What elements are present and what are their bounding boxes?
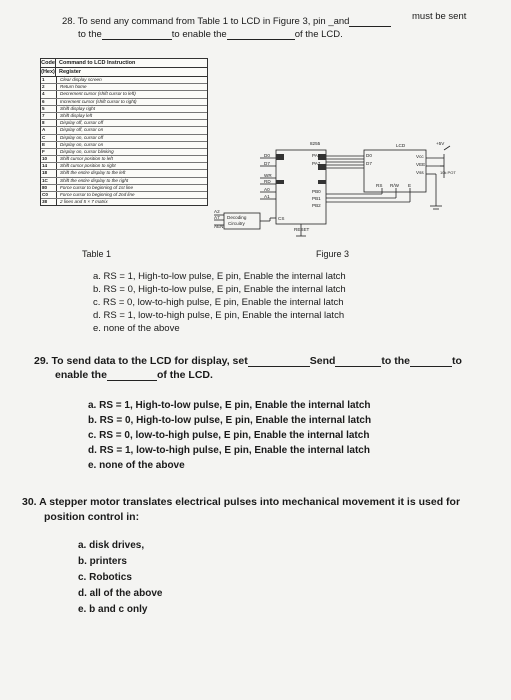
table-row (41, 135, 207, 142)
label-pb0: PB0 (312, 189, 321, 194)
table-row (41, 142, 207, 149)
table-row (41, 149, 207, 156)
label-a0: A0 (264, 187, 270, 192)
circuit-diagram (214, 136, 454, 246)
row-code: 7 (41, 113, 57, 119)
command-table (40, 58, 208, 206)
table-row (41, 163, 207, 170)
row-command: Force cursor to beginning of 2nd line (60, 192, 135, 197)
table-row (41, 120, 207, 127)
row-command: Display on, cursor off (60, 134, 104, 140)
table-row (41, 91, 207, 98)
table-row (41, 127, 207, 134)
label-8255: 8255 (310, 141, 321, 146)
row-command: Display off, cursor on (60, 127, 104, 133)
row-code: 1 (41, 77, 57, 83)
q29-option-d[interactable]: d. RS = 1, low-to-high pulse, E pin, Enable the internal latch (88, 445, 370, 456)
table-row (41, 113, 207, 120)
table-row (41, 192, 207, 199)
row-code: 8 (41, 120, 57, 126)
label-a1: A1 (264, 194, 270, 199)
table-row (41, 106, 207, 113)
row-command: Shift display right (60, 105, 95, 111)
row-code: 38 (41, 199, 57, 205)
figure3-caption: Figure 3 (316, 249, 350, 259)
row-code: 1C (41, 178, 57, 184)
label-decoding: Decoding (227, 215, 247, 220)
table-row (41, 178, 207, 185)
row-command: Force cursor to beginning of 1st line (60, 184, 134, 190)
row-command: Shift cursor position to left (60, 156, 113, 162)
label-vss: Vss (416, 170, 424, 175)
q29-option-a[interactable]: a. RS = 1, High-to-low pulse, E pin, Enable the internal latch (88, 400, 371, 411)
table-row (41, 77, 207, 84)
label-vee: VEE (416, 162, 426, 167)
q28-blank-1[interactable] (349, 17, 391, 27)
label-aen: AEN (214, 224, 224, 229)
row-command: 2 lines and 5 × 7 matrix (60, 199, 108, 205)
row-command: Clear display screen (60, 77, 102, 82)
row-command: Shift the entire display to the left (60, 170, 126, 176)
q29-line2-b: of the LCD. (156, 369, 213, 381)
table-row (41, 156, 207, 163)
row-command: Shift the entire display to the right (60, 177, 129, 183)
label-pb2: PB2 (312, 203, 321, 208)
q29-line2 (55, 369, 213, 381)
label-a2: A2 (214, 209, 220, 214)
label-lcd: LCD (396, 143, 406, 148)
label-e: E (408, 183, 412, 188)
label-pot: 10k POT (440, 170, 456, 175)
q29-line1-a: 29. To send data to the LCD for display, set (34, 355, 248, 367)
q28-option-b[interactable]: b. RS = 0, High-to-low pulse, E pin, Enable the internal latch (93, 284, 346, 295)
q30-line2: position control in: (44, 511, 140, 523)
label-circuitry: Circuitry (228, 221, 245, 226)
q29-line1-c: to the (381, 355, 410, 367)
label-rs: RS (376, 183, 383, 188)
row-command: Display on, cursor on (60, 141, 104, 147)
row-code: 4 (41, 91, 57, 97)
label-pa7: PA7 (312, 161, 321, 166)
table-row (41, 185, 207, 192)
q29-blank-2[interactable] (335, 357, 381, 367)
label-reset: RESET (294, 227, 310, 232)
q28-option-d[interactable]: d. RS = 1, low-to-high pulse, E pin, Enable the internal latch (93, 310, 345, 321)
q29-option-e[interactable]: e. none of the above (88, 460, 185, 471)
q30-line1: 30. A stepper motor translates electrical pulses into mechanical movement it is used for (22, 496, 461, 508)
label-plus5v: +5V (436, 141, 445, 146)
table-row (41, 84, 207, 91)
row-command: Decrement cursor (shift cursor to left) (60, 91, 136, 97)
row-code: E (41, 142, 57, 148)
header-code-hex: (Hex) (41, 69, 55, 75)
q28-line1-end: must be sent (412, 11, 467, 22)
q30-option-b[interactable]: b. printers (78, 556, 127, 567)
q29-option-b[interactable]: b. RS = 0, High-to-low pulse, E pin, Enable the internal latch (88, 415, 372, 426)
q28-blank-3[interactable] (227, 30, 295, 40)
label-lcd-d7: D7 (366, 161, 372, 166)
q28-line2 (78, 29, 343, 40)
q28-line2-b: to enable the (171, 29, 227, 40)
row-code: 6 (41, 99, 57, 105)
q30-option-c[interactable]: c. Robotics (78, 572, 132, 583)
q29-blank-1[interactable] (248, 357, 310, 367)
q28-option-c[interactable]: c. RS = 0, low-to-high pulse, E pin, Enable the internal latch (93, 297, 344, 308)
table-row (41, 170, 207, 177)
table1-caption: Table 1 (82, 249, 112, 259)
q29-line1-b: Send (309, 355, 336, 367)
label-wr: WR (264, 173, 272, 178)
row-code: 5 (41, 106, 57, 112)
command-table-subheader (41, 68, 207, 77)
q28-option-e[interactable]: e. none of the above (93, 323, 180, 334)
q30-option-a[interactable]: a. disk drives, (78, 540, 145, 551)
row-code: F (41, 149, 57, 155)
q28-line2-a: to the (78, 29, 102, 40)
label-d0: D0 (264, 153, 270, 158)
q28-option-a[interactable]: a. RS = 1, High-to-low pulse, E pin, Enable the internal latch (93, 271, 346, 282)
table-row (41, 199, 207, 205)
table-row (41, 99, 207, 106)
header-command: Command to LCD Instruction (59, 60, 136, 66)
label-a7: A7 (214, 215, 220, 220)
row-code: 10 (41, 156, 57, 162)
row-code: C (41, 135, 57, 141)
row-code: 18 (41, 170, 57, 176)
q30-option-e[interactable]: e. b and c only (78, 604, 148, 615)
row-code: C0 (41, 192, 57, 198)
q29-line1 (34, 355, 462, 367)
row-command: Shift cursor position to right (60, 163, 116, 169)
row-command: Increment cursor (shift cursor to right) (60, 98, 137, 104)
q30-option-d[interactable]: d. all of the above (78, 588, 163, 599)
row-code: A (41, 127, 57, 133)
q28-blank-2[interactable] (102, 30, 172, 40)
q29-blank-4[interactable] (107, 371, 157, 381)
row-command: Display on, cursor blinking (60, 148, 114, 154)
label-pb1: PB1 (312, 196, 321, 201)
row-command: Shift display left (60, 112, 93, 118)
row-code: 14 (41, 163, 57, 169)
row-code: 80 (41, 185, 57, 191)
label-rw: R/W (390, 183, 399, 188)
header-register: Register (59, 69, 82, 75)
q28-line2-c: of the LCD. (294, 29, 343, 40)
label-pa0: PA0 (312, 153, 321, 158)
q29-blank-3[interactable] (410, 357, 452, 367)
command-table-header (41, 59, 207, 68)
header-code: Code (41, 60, 55, 66)
row-command: Return home (60, 84, 87, 90)
q29-option-c[interactable]: c. RS = 0, low-to-high pulse, E pin, Enable the internal latch (88, 430, 370, 441)
label-rd: RD (264, 179, 271, 184)
label-lcd-d0: D0 (366, 153, 372, 158)
row-command: Display off, cursor off (60, 120, 104, 126)
label-cs: CS (278, 216, 285, 221)
q28-line1 (62, 16, 391, 27)
label-d7: D7 (264, 161, 270, 166)
label-vcc: Vcc (416, 154, 424, 159)
q29-line1-d: to (451, 355, 462, 367)
row-code: 2 (41, 84, 57, 90)
q29-line2-a: enable the (55, 369, 107, 381)
q28-line1-start: 28. To send any command from Table 1 to LCD in Figure 3, pin _and (62, 16, 350, 27)
